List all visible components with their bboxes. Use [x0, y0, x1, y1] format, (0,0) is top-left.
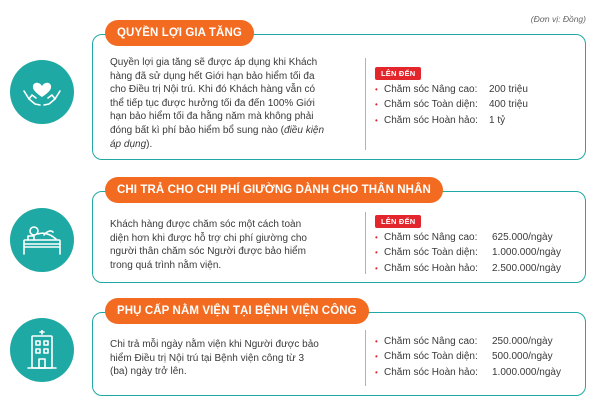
plan-name: Chăm sóc Hoàn hảo:	[384, 114, 478, 126]
benefit-list-2	[375, 230, 561, 276]
plan-value: 500.000/ngày	[492, 351, 553, 363]
list-item	[375, 97, 528, 112]
desc-line: hạn bảo hiểm tối đa hằng năm mà không phải	[110, 111, 314, 123]
plan-value: 625.000/ngày	[492, 232, 553, 243]
plan-name: Chăm sóc Hoàn hảo:	[384, 366, 478, 378]
section-title-2: CHI TRẢ CHO CHI PHÍ GIƯỜNG DÀNH CHO THÂN NHÂN	[105, 177, 443, 203]
plan-value: 1.000.000/ngày	[492, 247, 561, 259]
desc-line: cho Điều trị Nội trú. Khi đó Khách hàng vẫn có	[110, 84, 316, 96]
desc-line-text: đóng bất kì phí bảo hiểm bổ sung nào (	[110, 124, 285, 136]
hospital-building-icon	[10, 318, 74, 382]
plan-value: 1 tỷ	[489, 114, 506, 126]
bullet-icon: •	[375, 367, 378, 377]
desc-line: thể tiếp tục được hưởng tối đa đến 100% Giới	[110, 97, 315, 109]
list-item	[375, 113, 528, 128]
plan-name: Chăm sóc Toàn diện:	[384, 351, 478, 363]
unit-note: (Đơn vị: Đồng)	[530, 14, 586, 24]
list-item	[375, 365, 561, 380]
plan-name: Chăm sóc Toàn diện:	[384, 247, 478, 259]
hospital-bed-icon	[10, 208, 74, 272]
desc-italic: áp dụng	[110, 138, 147, 150]
list-item	[375, 245, 561, 260]
desc-line: người thân chăm sóc Người được bảo hiểm	[110, 246, 306, 258]
desc-line	[110, 138, 360, 152]
list-item	[375, 334, 561, 349]
bullet-icon: •	[375, 233, 378, 242]
hands-heart-icon	[10, 60, 74, 124]
plan-name: Chăm sóc Nâng cao:	[384, 232, 478, 243]
desc-line: hiểm Điều trị Nội trú tại Bệnh viện công từ 3	[110, 352, 305, 364]
desc-line: Khách hàng được chăm sóc một cách toàn	[110, 219, 302, 230]
plan-name: Chăm sóc Nâng cao:	[384, 336, 478, 347]
up-to-badge: LÊN ĐẾN	[375, 67, 421, 80]
list-item	[375, 230, 561, 245]
desc-line: Chi trả mỗi ngày nằm viện khi Người được bảo	[110, 339, 319, 350]
desc-line	[110, 124, 360, 138]
desc-line: Quyền lợi gia tăng sẽ được áp dụng khi Khách	[110, 57, 318, 68]
divider	[365, 58, 366, 150]
bullet-icon: •	[375, 263, 378, 273]
desc-end: ).	[146, 138, 153, 150]
plan-name: Chăm sóc Hoàn hảo:	[384, 262, 478, 274]
benefit-list-1	[375, 82, 528, 128]
bullet-icon: •	[375, 100, 378, 110]
section-title-1: QUYỀN LỢI GIA TĂNG	[105, 20, 254, 46]
plan-value: 2.500.000/ngày	[492, 262, 561, 274]
bullet-icon: •	[375, 352, 378, 362]
bullet-icon: •	[375, 337, 378, 346]
divider	[365, 330, 366, 386]
plan-value: 400 triệu	[489, 99, 528, 111]
section-desc-1	[110, 56, 360, 151]
bullet-icon: •	[375, 85, 378, 94]
desc-line: (ba) ngày trở lên.	[110, 366, 187, 378]
list-item	[375, 261, 561, 276]
section-desc-2	[110, 218, 360, 272]
plan-value: 250.000/ngày	[492, 336, 553, 347]
desc-italic: điều kiện	[284, 124, 325, 136]
plan-name: Chăm sóc Nâng cao:	[384, 84, 478, 95]
plan-value: 1.000.000/ngày	[492, 366, 561, 378]
benefit-list-3	[375, 334, 561, 380]
section-title-3: PHỤ CẤP NẰM VIỆN TẠI BỆNH VIỆN CÔNG	[105, 298, 369, 324]
up-to-badge: LÊN ĐẾN	[375, 215, 421, 228]
desc-line: hàng đã sử dụng hết Giới hạn bảo hiểm tối đa	[110, 70, 315, 82]
bullet-icon: •	[375, 248, 378, 258]
list-item	[375, 82, 528, 97]
divider	[365, 212, 366, 274]
plan-value: 200 triệu	[489, 84, 528, 95]
section-desc-3	[110, 338, 360, 379]
plan-name: Chăm sóc Toàn diện:	[384, 99, 478, 111]
desc-line: diện hơn khi được hỗ trợ chi phí giường cho	[110, 232, 307, 244]
desc-line: trong quá trình nằm viện.	[110, 259, 222, 271]
list-item	[375, 349, 561, 364]
bullet-icon: •	[375, 115, 378, 125]
